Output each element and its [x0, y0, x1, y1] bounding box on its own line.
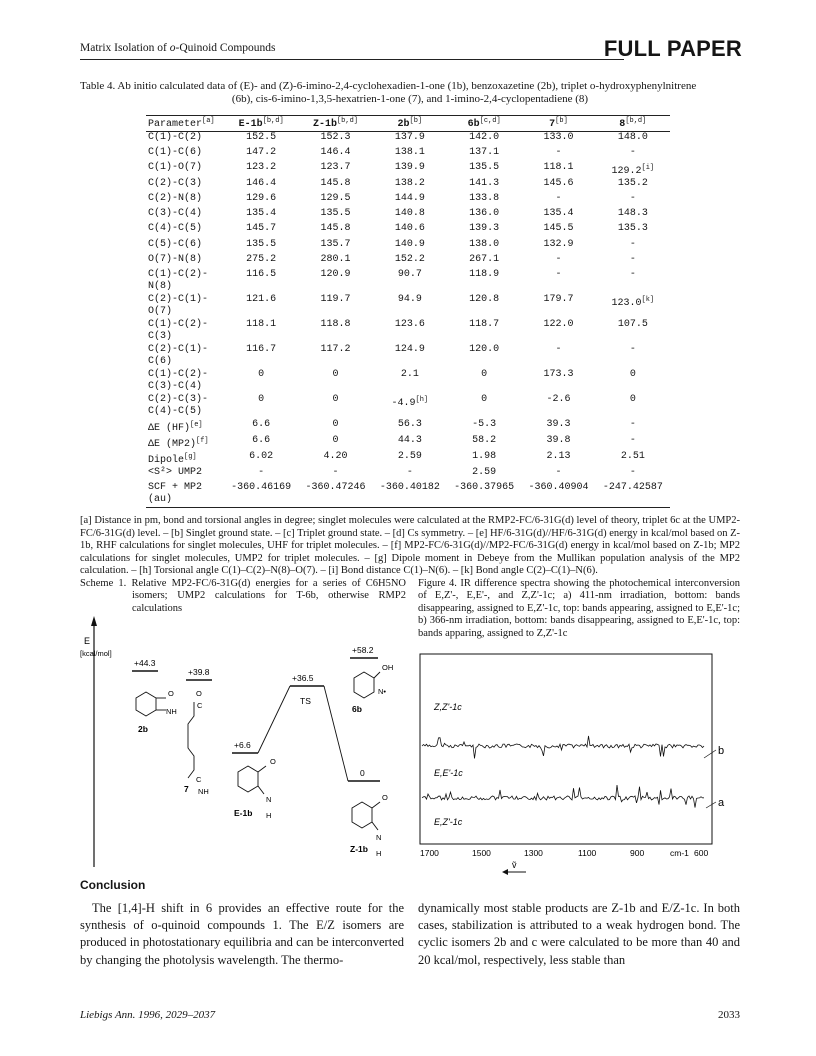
table-cell: 133.0: [543, 132, 574, 143]
table-cell: 132.9: [543, 238, 574, 250]
table-cell: 0: [332, 419, 339, 430]
label-z1b: Z-1b: [350, 844, 368, 854]
table-cell: -: [629, 467, 636, 478]
table-cell: -: [258, 467, 265, 478]
header-rule: [80, 59, 624, 60]
arrow-left-icon: [502, 869, 508, 875]
table-cell: 107.5: [617, 319, 648, 330]
table-cell: -360.40182: [379, 482, 440, 494]
table-cell: 145.8: [320, 177, 351, 189]
table-row: [146, 223, 670, 238]
table-cell: 122.0: [543, 319, 574, 330]
table-cell: 145.7: [246, 223, 277, 235]
table-cell: -: [629, 419, 636, 430]
table-row: [146, 394, 670, 419]
table-row: [146, 467, 670, 482]
table-row: [146, 178, 670, 193]
table-cell: C(1)-O(7): [148, 161, 203, 173]
table-cell: C(5)-C(6): [148, 238, 203, 250]
table-header-cell: 6b[c,d]: [467, 117, 501, 130]
table-header-row: [146, 116, 670, 132]
table-cell: 138.2: [394, 177, 425, 189]
scheme-caption: Scheme 1. Relative MP2-FC/6-31G(d) energies for a series of C6H5NO isomers; UMP2 calculations for T-6b, otherwise RMP2 calculations: [80, 578, 406, 614]
energy-e1b: +6.6: [234, 740, 251, 750]
table-cell: 119.7: [320, 294, 351, 305]
table-cell: 135.4: [246, 208, 277, 220]
page-number: 2033: [718, 1009, 740, 1021]
table-cell: 147.2: [246, 146, 277, 158]
table-cell: 0: [332, 435, 339, 446]
table-cell: 0: [258, 394, 265, 405]
table-cell: -360.46169: [231, 482, 292, 494]
path-line-1: [258, 686, 290, 753]
table-cell: C(1)-C(2)- C(3)-C(4): [148, 369, 209, 392]
table-cell: 117.2: [320, 344, 351, 355]
table-cell: 145.5: [543, 223, 574, 235]
table-cell: 145.8: [320, 223, 351, 235]
table-cell: 142.0: [469, 132, 500, 143]
label-e1b: E-1b: [234, 808, 253, 818]
table-cell: 121.6: [246, 294, 277, 305]
table-cell: -5.3: [472, 419, 497, 430]
label-7: 7: [184, 784, 189, 794]
label-ts: TS: [300, 696, 311, 706]
svg-text:N: N: [266, 795, 272, 804]
table-row: [146, 254, 670, 269]
table-header-cell: 8[b,d]: [619, 117, 647, 130]
table-row: [146, 344, 670, 369]
table-caption: Table 4. Ab initio calculated data of (E)- and (Z)-6-imino-2,4-cyclohexadien-1-one (1b), benzoxazetine (2b), triplet o-hydroxyphenylnitrene (6b), cis-6-imino-1,3,5-hexatrien-1-one (7), and 1-imino-2,4-cyclopentadiene (8): [80, 80, 697, 106]
energy-2b: +44.3: [134, 658, 156, 668]
table-cell: ΔE (HF)[e]: [148, 421, 203, 434]
table-cell: 123.2: [246, 161, 277, 173]
table-cell: -: [555, 269, 562, 280]
table-cell: 137.9: [394, 132, 425, 143]
energy-ts: +36.5: [292, 673, 314, 683]
table-cell: 140.6: [394, 223, 425, 235]
table-cell: C(1)-C(2)- N(8): [148, 269, 209, 292]
table-row: [146, 208, 670, 223]
table-header-cell: 7[b]: [549, 117, 568, 130]
label-2b: 2b: [138, 724, 148, 734]
table-cell: 2.13: [546, 451, 571, 462]
table-cell: -360.40904: [528, 482, 589, 494]
x-tick-label: 900: [630, 848, 645, 858]
table-cell: 280.1: [320, 253, 351, 265]
table-cell: 137.1: [469, 146, 500, 158]
table-row: [146, 482, 670, 507]
structure-z1b: [352, 802, 380, 830]
footer-citation: Liebigs Ann. 1996, 2029–2037: [80, 1009, 216, 1021]
table-row: [146, 294, 670, 319]
table-cell: -: [555, 193, 562, 205]
table-cell: -: [555, 146, 562, 158]
spectra-frame: [420, 654, 712, 844]
table-cell: 138.0: [469, 238, 500, 250]
table-cell: 6.02: [249, 451, 274, 462]
energy-scheme: [80, 612, 410, 872]
table-cell: 179.7: [543, 294, 574, 305]
table-cell: -: [555, 344, 562, 355]
axis-arrow-icon: [91, 616, 97, 626]
table-row: [146, 269, 670, 294]
table-footnotes: [a] Distance in pm, bond and torsional angles in degree; singlet molecules were calculated at the RMP2-FC/6-31G(d) level of theory, triplet 6c at the UMP2-FC/6-31G(d) level. – [b] Singlet ground state. – [c] Triplet ground state. – [d] Cs symmetry. – [e] HF/6-31G(d)//HF/6-31G(d) energy in kcal/mol based on Z-1b, RHF calculations for singlet molecules, UHF for triplet molecules. – [f] MP2-FC/6-31G(d)//MP2-FC/6-31G(d) energy in kcal/mol based on Z-1b; MP2 calculations for singlet molecules, UMP2 for triplet molecules. – [g] Dipole moment in Debeye from the Mullikan population analysis of the MP2 calculation. – [h] Torsional angle C(1)–C(2)–N(8)–O(7). – [i] Bond distance C(1)–N(6). – [k] Bond angle C(2)–C(1)–N(6).: [80, 515, 740, 577]
table-cell: 120.9: [320, 269, 351, 280]
spectrum-trace-a: [422, 785, 704, 807]
table-cell: 39.8: [546, 435, 571, 446]
trace-label-ez: E,Z'-1c: [434, 817, 463, 827]
table-cell: 152.5: [246, 132, 277, 143]
svg-text:O: O: [382, 793, 388, 802]
table-cell: -: [629, 253, 636, 265]
svg-text:N: N: [376, 833, 382, 842]
energy-6b: +58.2: [352, 645, 374, 655]
table-cell: C(4)-C(5): [148, 223, 203, 235]
energy-z1b: 0: [360, 768, 365, 778]
svg-text:N•: N•: [378, 687, 387, 696]
table-row: [146, 239, 670, 254]
table-cell: 2.59: [397, 451, 422, 462]
table-cell: 116.5: [246, 269, 277, 280]
table-cell: C(3)-C(4): [148, 208, 203, 220]
table-cell: -247.42587: [602, 482, 663, 494]
table-cell: 124.9: [394, 344, 425, 355]
table-cell: 123.7: [320, 161, 351, 173]
svg-text:O: O: [196, 689, 202, 698]
svg-text:O: O: [270, 757, 276, 766]
table-cell: 135.2: [617, 177, 648, 189]
table-cell: 135.3: [617, 223, 648, 235]
table-cell: 275.2: [246, 253, 277, 265]
panel-label-a: a: [718, 797, 725, 809]
table-cell: 129.5: [320, 193, 351, 205]
table-header-cell: E-1b[b,d]: [238, 117, 284, 130]
table-cell: 129.6: [246, 193, 277, 205]
spectrum-trace-b: [422, 736, 704, 759]
table-cell: -: [629, 193, 636, 205]
table-cell: 145.6: [543, 177, 574, 189]
table-cell: 152.2: [394, 253, 425, 265]
table-cell: 0: [629, 394, 636, 405]
table-cell: C(2)-C(3): [148, 177, 203, 189]
table-cell: 135.5: [320, 208, 351, 220]
table-cell: -: [406, 467, 413, 478]
table-header-cell: Z-1b[b,d]: [312, 117, 358, 130]
table-cell: <S²> UMP2: [148, 467, 203, 478]
x-tick-label: 1300: [524, 848, 543, 858]
table-cell: 2.59: [472, 467, 497, 478]
figure-caption: Figure 4. IR difference spectra showing the photochemical interconversion of E,Z'-, E,E'-, and Z,Z'-1c; a) 411-nm irradiation, bottom: bands disappearing, assigned to E,Z'-1c, top: bands appearing, assigned to E,E'-1c; b) 366-nm irradiation, bottom: bands disappearing, assigned to E,E'-1c, top: bands apparing, assigned to Z,Z'-1c: [418, 578, 740, 639]
structure-6b: [354, 672, 380, 698]
structure-7: [188, 702, 194, 778]
svg-text:C: C: [196, 775, 202, 784]
table-cell: 2.1: [400, 369, 419, 380]
table-cell: 58.2: [472, 435, 497, 446]
x-tick-label: 1100: [578, 848, 597, 858]
body-column-right: dynamically most stable products are Z-1b and E/Z-1c. In both cases, stabilization is attributed to a weak hydrogen bond. The cyclic isomers 2b and c were calculated to be more than 40 and 20 kcal/mol, respectively, less stable than: [418, 901, 740, 967]
table-cell: 90.7: [397, 269, 422, 280]
svg-text:OH: OH: [382, 663, 394, 672]
table-cell: SCF + MP2 (au): [148, 482, 203, 506]
table-cell: 0: [481, 369, 488, 380]
table-cell: 135.5: [469, 161, 500, 173]
table-cell: 0: [629, 369, 636, 380]
svg-text:NH: NH: [198, 787, 209, 796]
table-cell: 139.3: [469, 223, 500, 235]
table-cell: 144.9: [394, 193, 425, 205]
table-cell: 135.5: [246, 238, 277, 250]
table-cell: 118.7: [469, 319, 500, 330]
table-cell: -: [332, 467, 339, 478]
ir-spectra-figure: [408, 650, 743, 880]
table-cell: 146.4: [320, 146, 351, 158]
table-cell: -360.37965: [454, 482, 515, 494]
table-cell: 123.0[k]: [611, 296, 655, 309]
table-cell: 135.7: [320, 238, 351, 250]
table-cell: -4.9[h]: [391, 396, 429, 409]
table-cell: -2.6: [546, 394, 571, 405]
table-cell: 56.3: [397, 419, 422, 430]
path-line-2: [324, 686, 348, 781]
table-cell: ΔE (MP2)[f]: [148, 437, 209, 450]
table-cell: C(2)-C(3)- C(4)-C(5): [148, 394, 209, 417]
table-cell: 118.1: [246, 319, 277, 330]
table-cell: -: [629, 238, 636, 250]
table-cell: 140.8: [394, 208, 425, 220]
x-symbol: ṽ: [512, 860, 517, 870]
table-cell: C(2)-N(8): [148, 193, 203, 205]
table-cell: 139.9: [394, 161, 425, 173]
table-cell: Dipole[g]: [148, 453, 197, 466]
svg-text:C: C: [197, 701, 203, 710]
table-cell: 0: [481, 394, 488, 405]
table-cell: 173.3: [543, 369, 574, 380]
svg-text:H: H: [266, 811, 272, 820]
axis-unit: [kcal/mol]: [80, 649, 112, 658]
table-cell: 0: [258, 369, 265, 380]
table-cell: 138.1: [394, 146, 425, 158]
data-table: [146, 115, 670, 508]
panel-label-b: b: [718, 745, 725, 757]
table-cell: 1.98: [472, 451, 497, 462]
table-cell: 152.3: [320, 132, 351, 143]
table-cell: 6.6: [252, 435, 271, 446]
x-unit: cm-1: [670, 848, 689, 858]
table-cell: -: [555, 467, 562, 478]
table-cell: 141.3: [469, 177, 500, 189]
table-cell: -: [629, 435, 636, 446]
table-cell: 133.8: [469, 193, 500, 205]
table-row: [146, 435, 670, 451]
table-cell: 140.9: [394, 238, 425, 250]
trace-label-ee-1: E,E'-1c: [434, 768, 463, 778]
svg-text:NH: NH: [166, 707, 177, 716]
structure-2b: [136, 692, 166, 716]
table-cell: 118.8: [320, 319, 351, 330]
table-cell: C(2)-C(1)- O(7): [148, 294, 209, 317]
body-column-left: The [1,4]-H shift in 6 provides an effective route for the synthesis of o-quinoid compounds 1. The E/Z isomers are produced in photostationary equilibria and can be interconverted by changing the photolysis wavelength. The thermo-: [80, 901, 404, 967]
energy-7: +39.8: [188, 667, 210, 677]
trace-label-zz: Z,Z'-1c: [434, 702, 462, 712]
table-header-cell: 2b[b]: [397, 117, 423, 130]
svg-text:H: H: [376, 849, 382, 858]
table-cell: 120.8: [469, 294, 500, 305]
axis-label: E: [84, 636, 91, 646]
table-cell: 94.9: [397, 294, 422, 305]
table-cell: 39.3: [546, 419, 571, 430]
running-head-left: Matrix Isolation of o-Quinoid Compounds: [80, 42, 276, 54]
table-cell: 146.4: [246, 177, 277, 189]
table-cell: 0: [332, 394, 339, 405]
table-cell: -: [629, 344, 636, 355]
running-head-right: FULL PAPER: [603, 36, 742, 61]
table-row: [146, 419, 670, 435]
table-row: [146, 193, 670, 208]
table-cell: 116.7: [246, 344, 277, 355]
table-cell: 123.6: [394, 319, 425, 330]
svg-text:O: O: [168, 689, 174, 698]
table-cell: 118.1: [543, 161, 574, 173]
x-tick-label: 600: [694, 848, 709, 858]
table-row: [146, 369, 670, 394]
table-row: [146, 162, 670, 178]
table-row: [146, 147, 670, 162]
structure-e1b: [238, 766, 266, 794]
table-cell: -: [629, 146, 636, 158]
table-row: [146, 319, 670, 344]
table-cell: C(1)-C(6): [148, 146, 203, 158]
x-tick-label: 1700: [420, 848, 439, 858]
table-cell: 148.3: [617, 208, 648, 220]
table-cell: C(1)-C(2): [148, 132, 203, 143]
table-cell: O(7)-N(8): [148, 253, 203, 265]
table-cell: 120.0: [469, 344, 500, 355]
x-tick-label: 1500: [472, 848, 491, 858]
table-row: [146, 132, 670, 147]
table-cell: 129.2[i]: [611, 163, 655, 177]
table-cell: 267.1: [469, 253, 500, 265]
table-cell: 44.3: [397, 435, 422, 446]
table-cell: -: [629, 269, 636, 280]
table-cell: 2.51: [620, 451, 645, 462]
table-cell: 118.9: [469, 269, 500, 280]
table-cell: 0: [332, 369, 339, 380]
table-cell: -: [555, 253, 562, 265]
table-cell: 135.4: [543, 208, 574, 220]
section-title: Conclusion: [80, 878, 146, 892]
table-cell: 6.6: [252, 419, 271, 430]
label-6b: 6b: [352, 704, 362, 714]
table-cell: C(1)-C(2)- C(3): [148, 319, 209, 342]
table-header-cell: Parameter[a]: [148, 117, 215, 130]
table-cell: 148.0: [617, 132, 648, 143]
table-cell: C(2)-C(1)- C(6): [148, 344, 209, 367]
table-row: [146, 451, 670, 467]
table-cell: 136.0: [469, 208, 500, 220]
table-cell: -360.47246: [305, 482, 366, 494]
table-cell: 4.20: [323, 451, 348, 462]
